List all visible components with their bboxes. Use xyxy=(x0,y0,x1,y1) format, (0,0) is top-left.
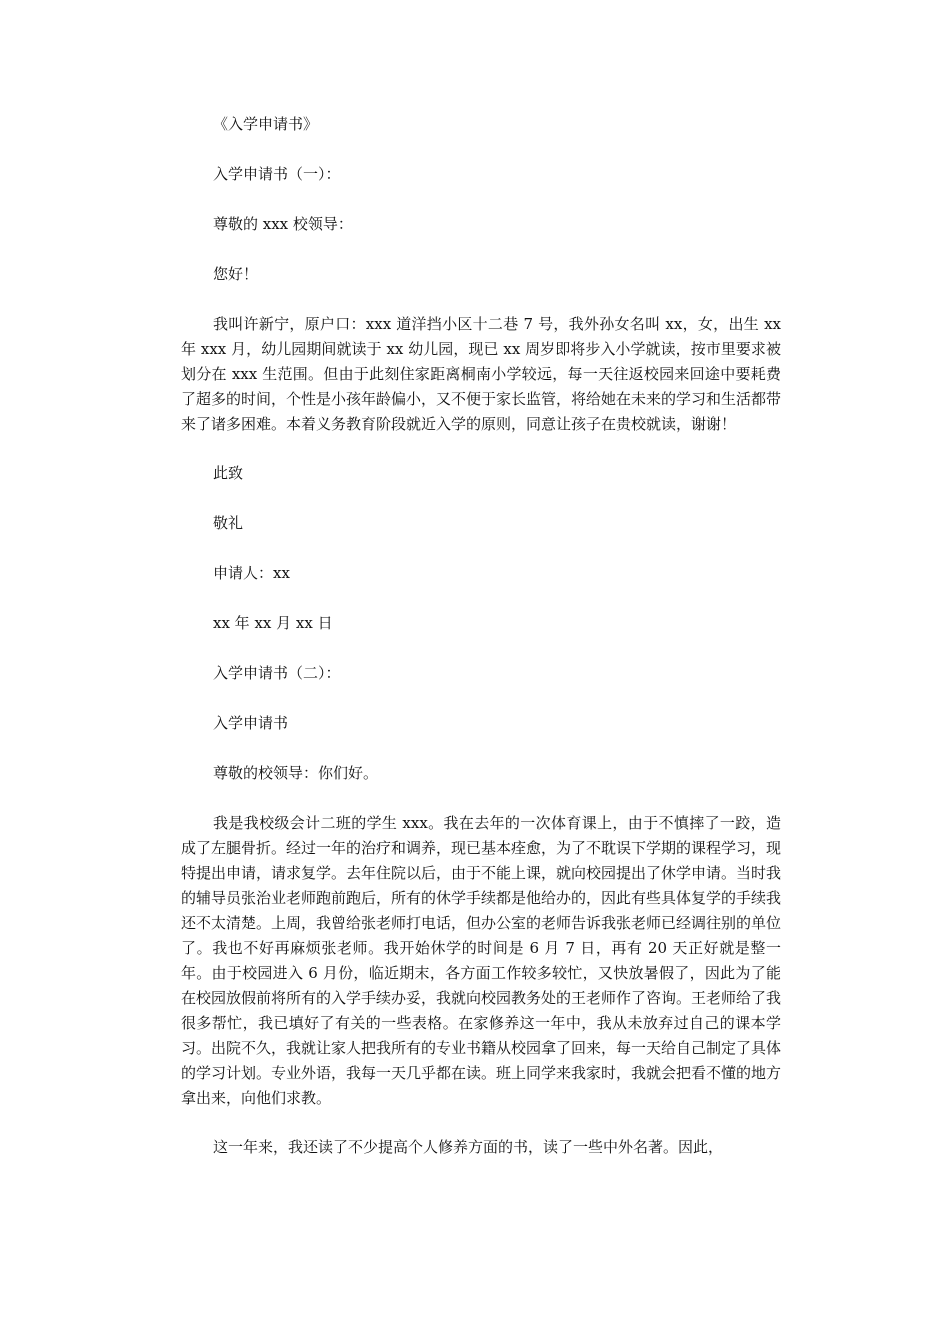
letter1-closing-1: 此致 xyxy=(213,464,244,482)
letter2-salutation: 尊敬的校领导：你们好。 xyxy=(213,764,379,782)
document-title: 《入学申请书》 xyxy=(213,115,319,133)
letter2-body-paragraph-1: 我是我校级会计二班的学生 xxx。我在去年的一次体育课上，由于不慎摔了一跤，造成了左腿骨折。经过一年的治疗和调养，现已基本痊愈，为了不耽误下学期的课程学习，现特提出申请，请求复学。去年住院以后，由于不能上课，就向校园提出了休学申请。当时我的辅导员张治业老师跑前跑后，所有的休学手续都是他给办的，因此有些具体复学的手续我还不太清楚。上周，我曾给张老师打电话，但办公室的老师告诉我张老师已经调往别的单位了。我也不好再麻烦张老师。我开始休学的时间是 6 月 7 日，再有 20 天正好就是整一年。由于校园进入 6 月份，临近期末，各方面工作较多较忙，又快放暑假了，因此为了能在校园放假前将所有的入学手续办妥，我就向校园教务处的王老师作了咨询。王老师给了我很多帮忙，我已填好了有关的一些表格。在家修养这一年中，我从未放弃过自己的课本学习。出院不久，我就让家人把我所有的专业书籍从校园拿了回来，每一天给自己制定了具体的学习计划。专业外语，我每一天几乎都在读。班上同学来我家时，我就会把看不懂的地方拿出来，向他们求教。 xyxy=(181,814,782,1107)
letter2-heading: 入学申请书（二）： xyxy=(213,664,341,682)
letter1-heading: 入学申请书（一）： xyxy=(213,165,341,183)
letter1-date: xx 年 xx 月 xx 日 xyxy=(213,614,333,632)
letter1-greeting: 您好！ xyxy=(213,265,259,283)
letter1-closing-2: 敬礼 xyxy=(213,514,244,532)
document-page xyxy=(181,112,781,1184)
letter1-applicant: 申请人：xx xyxy=(213,564,290,582)
letter2-body-paragraph-2: 这一年来，我还读了不少提高个人修养方面的书，读了一些中外名著。因此， xyxy=(213,1138,724,1156)
letter1-salutation: 尊敬的 xxx 校领导： xyxy=(213,215,353,233)
letter1-body: 我叫许新宁，原户口：xxx 道洋挡小区十二巷 7 号，我外孙女名叫 xx，女，出生 xx 年 xxx 月，幼儿园期间就读于 xx 幼儿园，现已 xx 周岁即将步入小学就读，按市里要求被划分在 xxx 生范围。但由于此刻住家距离桐南小学较远，每一天往返校园来回途中要耗费了超多的时间，个性是小孩年龄偏小，又不便于家长监管，将给她在未来的学习和生活都带来了诸多困难。本着义务教育阶段就近入学的原则，同意让孩子在贵校就读，谢谢！ xyxy=(181,315,782,433)
letter2-subheading: 入学申请书 xyxy=(213,714,289,732)
